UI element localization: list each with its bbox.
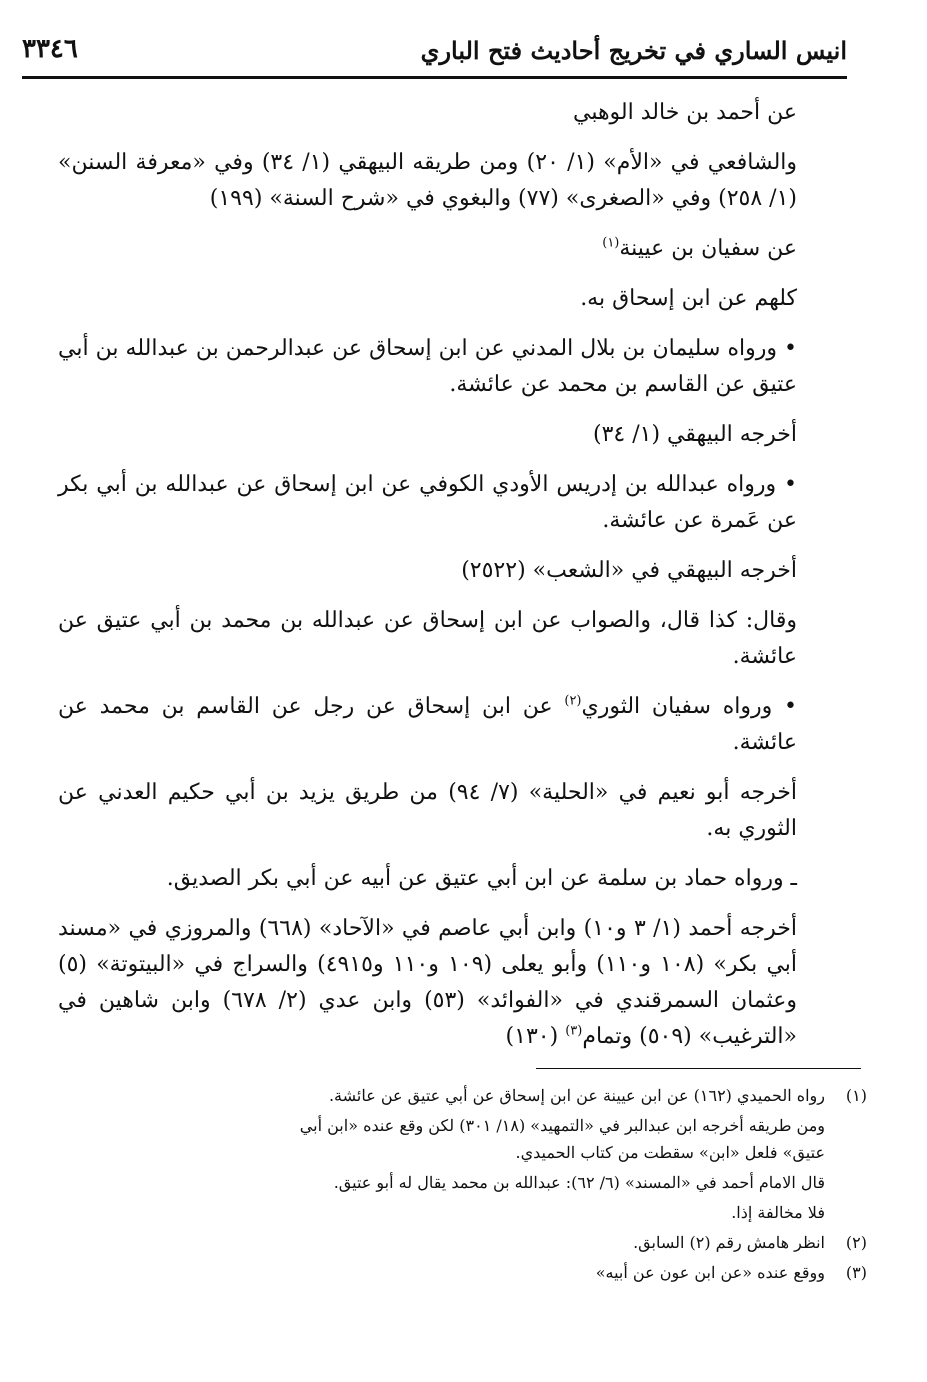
page-number: ٣٣٤٦: [22, 34, 78, 64]
paragraph: [58, 281, 797, 317]
paragraph-text: وقال: كذا قال، والصواب عن ابن إسحاق عن عبدالله بن محمد بن أبي عتيق عن عائشة.: [58, 608, 797, 669]
footnote-text: رواه الحميدي (١٦٢) عن ابن عيينة عن ابن إسحاق عن أبي عتيق عن عائشة.: [328, 1086, 825, 1105]
book-title: انيس الساري في تخريج أحاديث فتح الباري: [420, 36, 847, 65]
footnote-continuation: ومن طريقه أخرجه ابن عبدالبر في «التمهيد» (١٨/ ٣٠١) لكن وقع عنده «ابن أبي عتيق» فلعل «ابن» سقطت من كتاب الحميدي.: [299, 1116, 825, 1162]
paragraph-text: أخرجه أحمد (١/ ٣ و١٠) وابن أبي عاصم في «الآحاد» (٦٦٨) والمروزي في «مسند أبي بكر» (١٠٨ و١١٠) وأبو يعلى (١٠٩ و١١٠ و٤٩١٥) والسراج في «البيتوتة» (٥) وعثمان السمرقندي في «الفوائد» (٥٣) وابن عدي (٢/ ٦٧٨) وابن شاهين في «الترغيب» (٥٠٩) وتمام: [58, 916, 798, 1049]
footnote-text: انظر هامش رقم (٢) السابق.: [633, 1233, 825, 1252]
footnote: [255, 1082, 867, 1109]
paragraph-text: ـ ورواه حماد بن سلمة عن ابن أبي عتيق عن أبيه عن أبي بكر الصديق.: [166, 866, 797, 891]
main-text: [58, 95, 797, 1069]
paragraph-text: أخرجه البيهقي (١/ ٣٤): [593, 422, 797, 447]
paragraph: [58, 331, 797, 403]
footnote-ref: (٢): [564, 693, 582, 709]
paragraph: [58, 95, 797, 131]
paragraph: [58, 417, 797, 453]
paragraph: [58, 911, 797, 1055]
paragraph-text: • ورواه سفيان الثوري: [581, 694, 797, 719]
footnote-continuation: قال الامام أحمد في «المسند» (٦/ ٦٢): عبدالله بن محمد يقال له أبو عتيق.: [333, 1173, 825, 1192]
paragraph: [58, 467, 797, 539]
paragraph: [58, 145, 797, 217]
footnote-number: (٣): [845, 1263, 867, 1282]
paragraph-text: أخرجه البيهقي في «الشعب» (٢٥٢٢): [461, 558, 797, 583]
paragraph-text: عن سفيان بن عيينة: [619, 236, 797, 261]
paragraph-text: أخرجه أبو نعيم في «الحلية» (٧/ ٩٤) من طريق يزيد بن أبي حكيم العدني عن الثوري به.: [58, 780, 798, 841]
paragraph: [58, 861, 797, 897]
footnote-divider: [536, 1068, 861, 1069]
paragraph: [58, 603, 797, 675]
footnote-number: (١): [845, 1086, 867, 1105]
paragraph-text: (١٣٠): [505, 1024, 559, 1049]
footnote-text: ووقع عنده «عن ابن عون عن أبيه»: [595, 1263, 825, 1282]
paragraph-text: • ورواه سليمان بن بلال المدني عن ابن إسحاق عن عبدالرحمن بن عبدالله بن أبي عتيق عن القاسم بن محمد عن عائشة.: [58, 336, 797, 397]
paragraph: [58, 775, 797, 847]
footnote: [255, 1259, 867, 1286]
paragraph: [58, 231, 797, 267]
footnote-ref: (٣): [565, 1023, 583, 1039]
paragraph-text: عن أحمد بن خالد الوهبي: [572, 100, 797, 125]
paragraph: [58, 553, 797, 589]
paragraph-text: كلهم عن ابن إسحاق به.: [580, 286, 797, 311]
footnote-continuation: فلا مخالفة إذا.: [731, 1203, 825, 1222]
footnote-number: (٢): [845, 1233, 867, 1252]
page-header: [22, 30, 847, 79]
footnotes: [255, 1082, 867, 1289]
paragraph: [58, 689, 797, 761]
footnote: [255, 1229, 867, 1256]
footnote-ref: (١): [602, 235, 620, 251]
paragraph-text: • ورواه عبدالله بن إدريس الأودي الكوفي عن ابن إسحاق عن عبدالله بن أبي بكر عن عَمرة عن عائشة.: [58, 472, 797, 533]
paragraph-text: والشافعي في «الأم» (١/ ٢٠) ومن طريقه البيهقي (١/ ٣٤) وفي «معرفة السنن» (١/ ٢٥٨) وفي «الصغرى» (٧٧) والبغوي في «شرح السنة» (١٩٩): [58, 150, 798, 211]
paragraph-text: عن ابن إسحاق عن رجل عن القاسم بن محمد عن عائشة.: [58, 694, 797, 755]
